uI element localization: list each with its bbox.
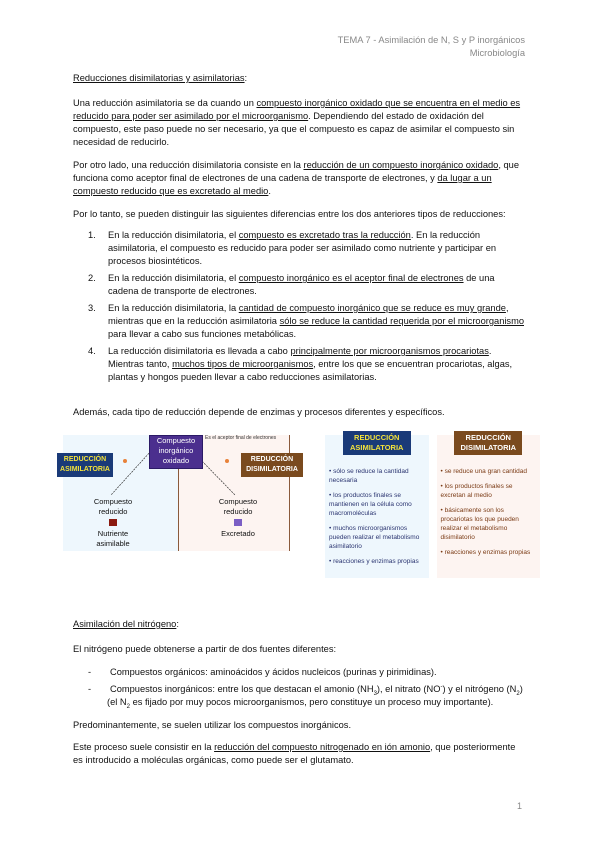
asimilatoria-list <box>329 467 425 566</box>
list-item: 2. En la reducción disimilatoria, el compuesto inorgánico es el aceptor final de electrones de una cadena de transporte de electrones. <box>88 273 495 296</box>
paragraph: El nitrógeno puede obtenerse a partir de dos fuentes diferentes: <box>73 644 337 654</box>
disimilatoria-label: REDUCCIÓN DISIMILATORIA <box>241 453 303 477</box>
list-item: • sólo se reduce la cantidad necesaria <box>329 468 409 484</box>
header-title: TEMA 7 - Asimilación de N, S y P inorgánicos <box>337 35 525 45</box>
comparison-table <box>325 435 540 578</box>
right-reduced-compound: Compuesto reducido <box>218 497 258 516</box>
left-reduced-compound: Compuesto reducido <box>93 497 133 516</box>
header-subject: Microbiología <box>469 48 525 58</box>
paragraph: Predominantemente, se suelen utilizar los compuestos inorgánicos. <box>73 720 352 730</box>
asimilatoria-label: REDUCCIÓN ASIMILATORIA <box>57 453 113 477</box>
paragraph: Además, cada tipo de reducción depende de enzimas y procesos diferentes y específicos. <box>73 407 445 417</box>
center-compound-box: Compuesto inorgánico oxidado <box>149 435 203 469</box>
reduction-diagram <box>60 435 303 551</box>
list-item: - Compuestos orgánicos: aminoácidos y ácidos nucleicos (purinas y pirimidinas). <box>88 667 437 677</box>
list-item-continuation: (el $N_2$ es fijado por muy pocos microorganismos, pero constituye un proceso muy importante). <box>107 697 494 710</box>
section-heading: Reducciones disimilatorias y asimilatorias: <box>73 73 248 83</box>
list-item: 3. En la reducción disimilatoria, la cantidad de compuesto inorgánico que se reduce es muy grande, mientras que en la reducción asimilatoria sólo se reduce la cantidad requerida por el microorganismo para llevar a cabo sus funciones metabólicas. <box>88 303 524 339</box>
asimilatoria-panel <box>325 435 429 578</box>
disimilatoria-panel <box>437 435 541 578</box>
list-item: • se reduce una gran cantidad <box>440 468 527 475</box>
list-item: - Compuestos inorgánicos: entre los que destacan el amonio $(NH_3)$, el nitrato (NO-) y el nitrógeno $(N_2)$ (el $N_2$ es fijado por muy pocos microorganismos, pero constituye un proceso muy importante). <box>73 683 525 709</box>
section-heading: Asimilación del nitrógeno: <box>73 619 179 629</box>
table-right-title: REDUCCIÓN DISIMILATORIA <box>454 431 522 455</box>
paragraph: Por otro lado, una reducción disimilatoria consiste en la reducción de un compuesto inorgánico oxidado, que funciona como aceptor final de electrones de una cadena de transporte de electrones, y da lugar a un compuesto reducido que es excretado al medio. <box>73 160 520 196</box>
list-item: • los productos finales se excretan al medio <box>440 483 513 499</box>
left-result: Nutriente asimilable <box>96 529 130 548</box>
list-item: • reacciones y enzimas propias <box>440 549 531 556</box>
list-item: • reacciones y enzimas propias <box>329 558 419 565</box>
acceptor-note: Es el aceptor final de electrones <box>205 435 277 441</box>
paragraph: Por lo tanto, se pueden distinguir las siguientes diferencias entre los dos anteriores tipos de reducciones: <box>73 209 506 219</box>
paragraph: Una reducción asimilatoria se da cuando un compuesto inorgánico oxidado que se encuentra en el medio es reducido para poder ser asimilado por el microorganismo. Dependiendo del estado de oxidación del compuesto, este paso puede no ser necesario, ya que el compuesto es capaz de asimilar el compuesto sin necesidad de reducirlo. <box>73 98 521 147</box>
right-result: Excretado <box>221 529 255 538</box>
list-item: • muchos microorganismos pueden realizar el metabolismo asimilatorio <box>329 525 420 550</box>
list-item: • básicamente son los procariotas los que pueden realizar el metabolismo disimilatorio <box>440 507 519 541</box>
page-number: 1 <box>517 801 523 811</box>
list-item: • los productos finales se mantienen en la célula como macromoléculas <box>329 492 412 517</box>
table-left-title: REDUCCIÓN ASIMILATORIA <box>343 431 411 455</box>
list-item: 1. En la reducción disimilatoria, el compuesto es excretado tras la reducción. En la reducción asimilatoria, el compuesto es reducido para poder ser asimilado como nutriente y participar en procesos biosintéticos. <box>88 230 497 266</box>
figures-row <box>60 433 531 578</box>
paragraph: Este proceso suele consistir en la reducción del compuesto nitrogenado en ión amonio, que posteriormente es introducido a moléculas orgánicas, como puede ser el glutamato. <box>73 742 516 765</box>
disimilatoria-list <box>441 467 537 557</box>
red-arrow-icon <box>109 519 117 526</box>
purple-arrow-icon <box>234 519 242 526</box>
list-item: 4. La reducción disimilatoria es llevada a cabo principalmente por microorganismos procariotas. Mientras tanto, muchos tipos de microorganismos, entre los que se encuentran procariotas, algas, plantas y hongos pueden llevar a cabo reducciones asimilatorias. <box>88 346 513 382</box>
